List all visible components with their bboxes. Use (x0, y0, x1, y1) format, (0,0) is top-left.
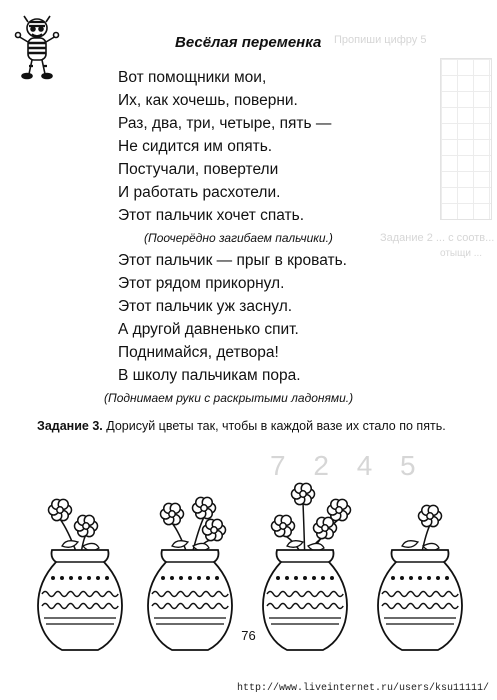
striped-mascot-icon (14, 14, 60, 80)
flower-icon (272, 515, 295, 536)
leaf-icon (402, 541, 418, 548)
leaf-icon (62, 541, 78, 548)
poem-line: Не сидится им опять. (118, 138, 273, 155)
poem-line: Этот пальчик уж заснул. (118, 298, 293, 315)
footer-url: http://www.liveinternet.ru/users/ksu11111/ (236, 683, 489, 694)
show-through-task: Задание 2 ... с соотв... (380, 232, 495, 244)
poem-line: Этот пальчик хочет спать. (118, 207, 305, 224)
poem-line: А другой давненько спит. (118, 321, 299, 338)
show-through-grid (440, 58, 492, 220)
stage-direction: (Поочерёдно загибаем пальчики.) (144, 231, 333, 245)
flower-icon (193, 497, 216, 518)
poem-block (104, 66, 418, 409)
show-through-heading: Пропиши цифру 5 (334, 34, 427, 46)
page-title: Весёлая переменка (175, 34, 322, 51)
flower-icon (292, 483, 315, 504)
poem-line: Их, как хочешь, поверни. (118, 92, 298, 109)
task-text: Дорисуй цветы так, чтобы в каждой вазе их стало по пять. (102, 419, 446, 433)
flower-stem (303, 503, 305, 554)
poem-line: И работать расхотели. (118, 184, 281, 201)
flower-icon (75, 515, 98, 536)
poem-line: Поднимайся, детвора! (118, 344, 279, 361)
show-through-digits: 7 2 4 5 (270, 450, 426, 481)
task-3 (37, 416, 477, 436)
flower-icon (49, 499, 72, 520)
poem-line: В школу пальчикам пора. (118, 367, 301, 384)
vase-group (263, 483, 351, 650)
flower-icon (328, 499, 351, 520)
flower-icon (203, 519, 226, 540)
flower-icon (161, 503, 184, 524)
poem-line: Этот пальчик — прыг в кровать. (118, 252, 347, 269)
show-through-sub: отыщи ... (440, 248, 483, 259)
poem-line: Постучали, повертели (118, 161, 279, 178)
stage-direction: (Поднимаем руки с раскрытыми ладонями.) (104, 391, 354, 405)
poem-line: Вот помощники мои, (118, 69, 267, 86)
poem-line: Раз, два, три, четыре, пять — (118, 115, 332, 132)
leaf-icon (287, 541, 303, 548)
leaf-icon (172, 541, 188, 548)
flower-icon (419, 505, 442, 526)
poem-line: Этот рядом прикорнул. (118, 275, 285, 292)
task-label: Задание 3. (37, 419, 103, 433)
page-number: 76 (241, 628, 256, 643)
